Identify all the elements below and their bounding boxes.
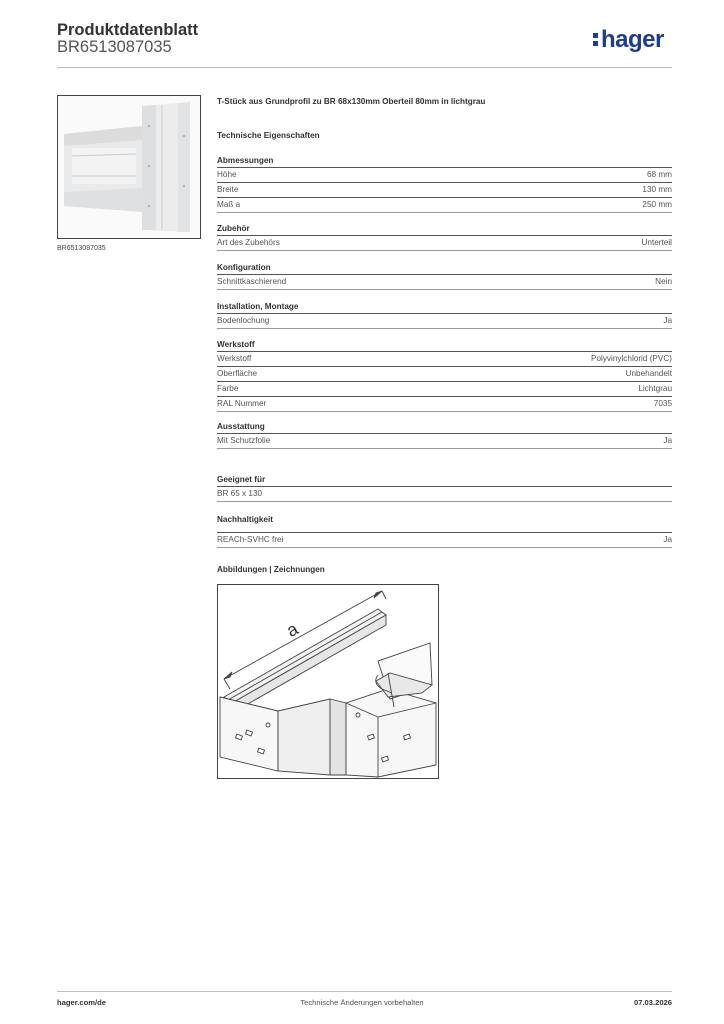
table-row: Bodenlochung Ja	[217, 313, 672, 329]
table-row: Breite 130 mm	[217, 182, 672, 197]
section-heading: Ausstattung	[217, 422, 265, 431]
table-row: Mit Schutzfolie Ja	[217, 433, 672, 449]
hager-logo: hager	[593, 26, 664, 54]
section-heading: Werkstoff	[217, 340, 255, 349]
section-zubehoer	[217, 223, 672, 251]
header-divider	[57, 67, 672, 68]
technical-drawing	[217, 584, 439, 779]
table-row: Werkstoff Polyvinylchlorid (PVC)	[217, 351, 672, 366]
section-drawings	[217, 564, 672, 576]
section-konfiguration	[217, 262, 672, 290]
section-heading: Abmessungen	[217, 156, 274, 165]
section-nachhaltigkeit	[217, 514, 672, 548]
footer-date: 07.03.2026	[633, 998, 672, 1007]
section-heading: Nachhaltigkeit	[217, 515, 273, 524]
table-row: RAL Nummer 7035	[217, 396, 672, 412]
article-number: BR6513087035	[57, 38, 172, 56]
table-row: Maß a 250 mm	[217, 197, 672, 213]
footer-divider	[57, 991, 672, 992]
table-row: BR 65 x 130	[217, 486, 672, 502]
table-row: Höhe 68 mm	[217, 167, 672, 182]
product-title: T-Stück aus Grundprofil zu BR 68x130mm Oberteil 80mm in lichtgrau	[217, 97, 486, 106]
product-photo	[57, 95, 201, 239]
section-installation	[217, 301, 672, 329]
section-werkstoff	[217, 339, 672, 412]
table-row: Farbe Lichtgrau	[217, 381, 672, 396]
section-heading: Installation, Montage	[217, 302, 299, 311]
table-row: Schnittkaschierend Nein	[217, 274, 672, 290]
table-row: Oberfläche Unbehandelt	[217, 366, 672, 381]
table-row: REACh-SVHC frei Ja	[217, 532, 672, 548]
table-row: Art des Zubehörs Unterteil	[217, 235, 672, 251]
logo-dots-icon	[593, 26, 599, 50]
section-heading: Abbildungen | Zeichnungen	[217, 565, 325, 574]
section-geeignet	[217, 474, 672, 502]
section-ausstattung	[217, 421, 672, 449]
photo-caption: BR6513087035	[57, 245, 106, 252]
technical-properties-heading: Technische Eigenschaften	[217, 131, 320, 140]
page-title: Produktdatenblatt	[57, 21, 199, 39]
section-heading: Zubehör	[217, 224, 250, 233]
section-abmessungen	[217, 155, 672, 213]
section-heading: Konfiguration	[217, 263, 271, 272]
footer-disclaimer: Technische Änderungen vorbehalten	[300, 998, 424, 1007]
dimension-a-label: a	[283, 618, 302, 641]
section-heading: Geeignet für	[217, 475, 266, 484]
footer-website: hager.com/de	[57, 998, 106, 1007]
